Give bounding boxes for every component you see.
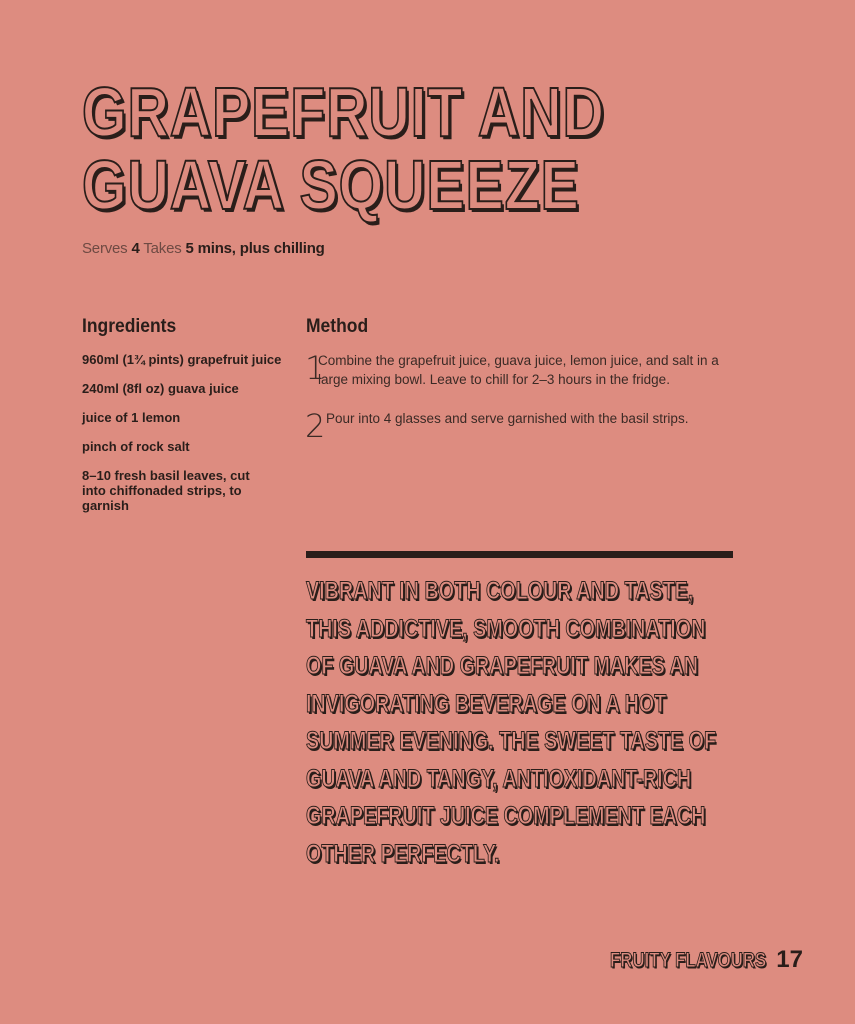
method-heading: Method [306, 316, 369, 337]
ingredients-heading: Ingredients [82, 316, 177, 337]
recipe-title-line-2: GUAVA SQUEEZE [82, 146, 580, 224]
step-text: Combine the grapefruit juice, guava juice, lemon juice, and salt in a large mixing bowl. Leave to chill for 2–3 hours in the fridge. [318, 353, 719, 387]
recipe-title-line-1: GRAPEFRUIT AND [82, 73, 605, 151]
ingredient-item: juice of 1 lemon [82, 410, 181, 425]
section-name: FRUITY FLAVOURS [610, 949, 767, 972]
page-footer [571, 946, 803, 974]
method-step [305, 407, 735, 445]
takes-label: Takes [143, 240, 182, 257]
step-number: 2 [305, 407, 326, 445]
ingredient-item: 960ml (1¾ pints) grapefruit juice [82, 352, 282, 367]
method-step [305, 351, 735, 389]
ingredient-item: pinch of rock salt [82, 439, 190, 454]
step-number: 1 [305, 349, 326, 387]
page-number: 17 [776, 946, 803, 973]
recipe-blurb: VIBRANT IN BOTH COLOUR AND TASTE, THIS ADDICTIVE, SMOOTH COMBINATION OF GUAVA AND GRAPEFRUIT MAKES AN INVIGORATING BEVERAGE ON A HOT SUMMER EVENING. THE SWEET TASTE OF GUAVA AND TANGY, ANTIOXIDANT-RICH GRAPEFRUIT JUICE COMPLEMENT EACH OTHER PERFECTLY. [306, 577, 717, 868]
recipe-title [82, 73, 605, 224]
divider-rule [306, 551, 733, 558]
method-steps [305, 349, 735, 445]
step-text: Pour into 4 glasses and serve garnished with the basil strips. [326, 411, 689, 426]
ingredient-item: 8–10 fresh basil leaves, cut into chiffonaded strips, to garnish [82, 468, 250, 513]
ingredient-item: 240ml (8fl oz) guava juice [82, 381, 239, 396]
recipe-meta [82, 240, 325, 257]
takes-value: 5 mins, plus chilling [185, 240, 325, 257]
serves-label: Serves [82, 240, 128, 257]
serves-value: 4 [131, 240, 140, 257]
ingredients-list [82, 352, 297, 527]
